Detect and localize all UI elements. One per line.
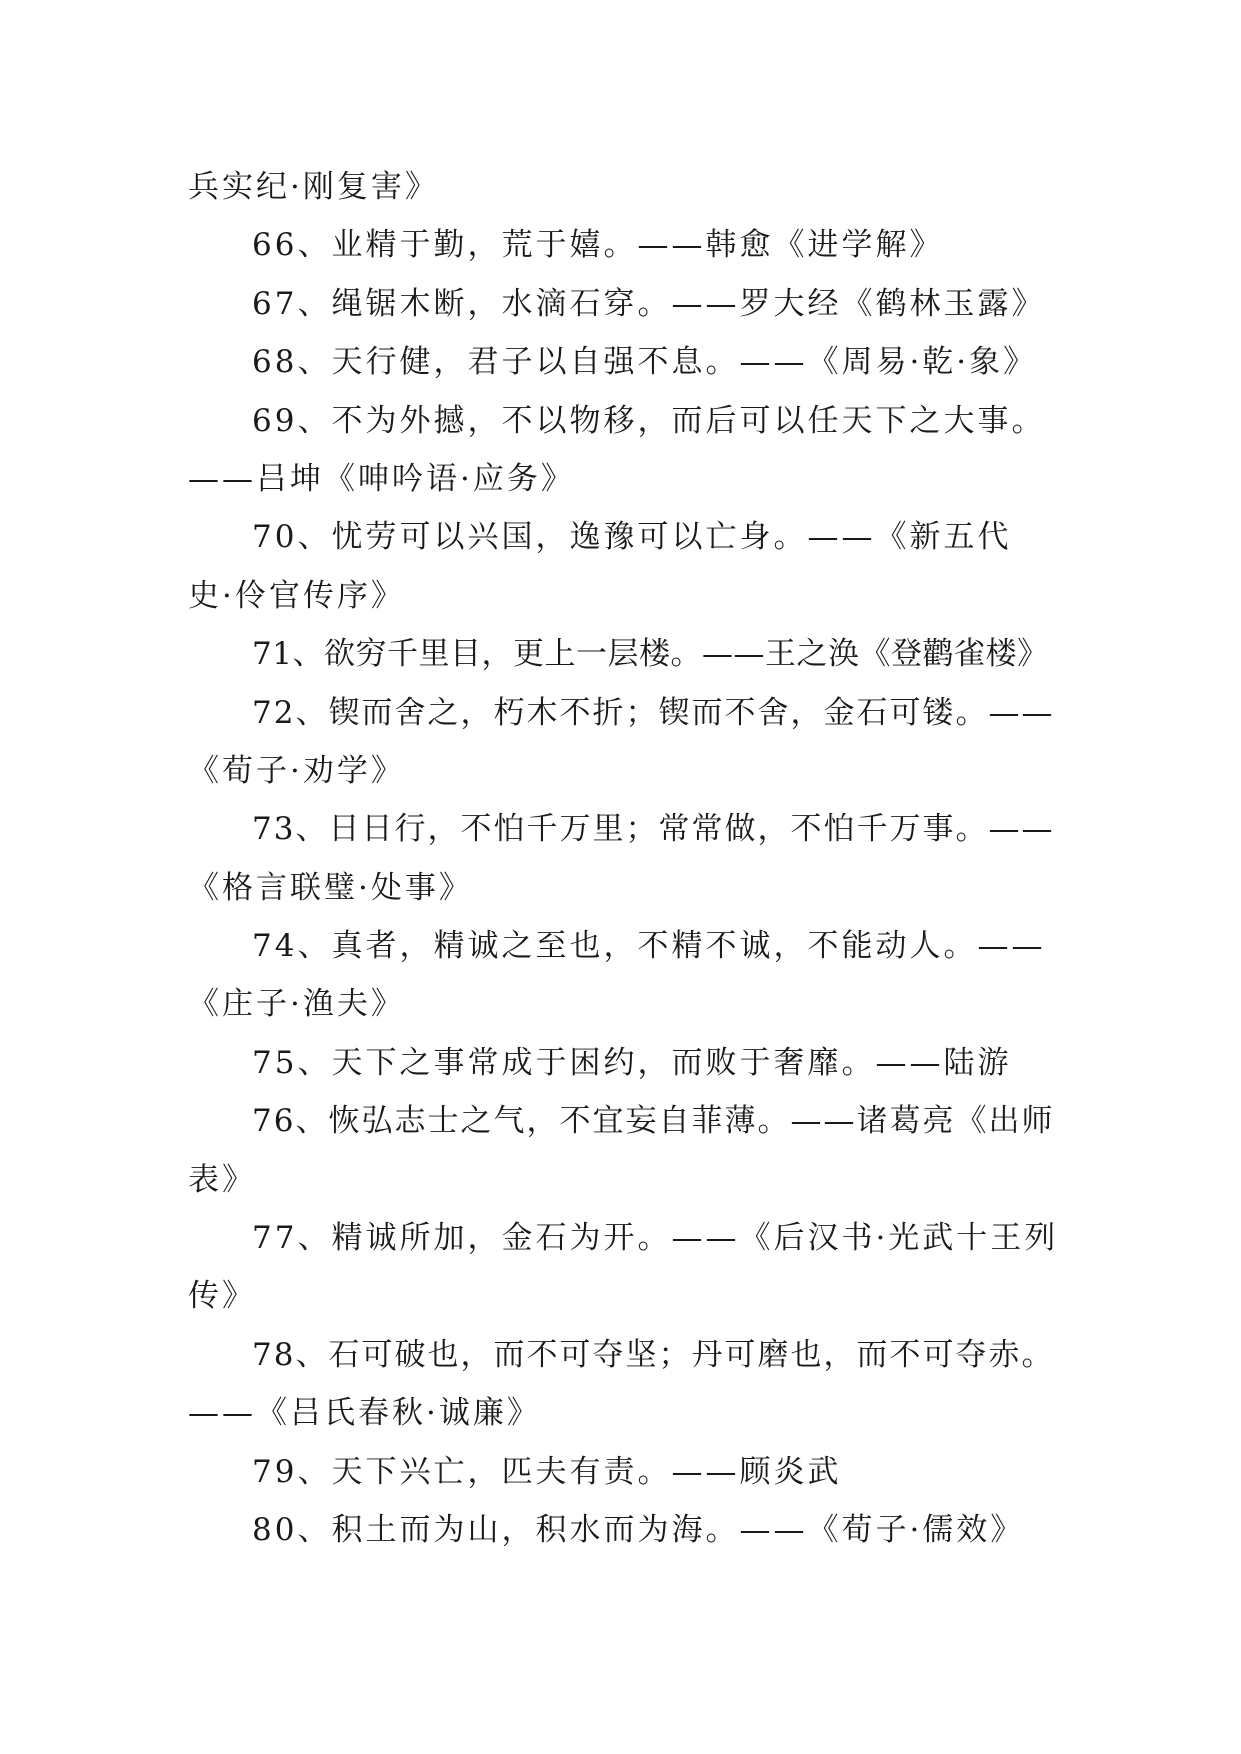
quote-66: 66、业精于勤，荒于嬉。——韩愈《进学解》	[252, 227, 944, 264]
quote-77-source: 传》	[188, 1278, 256, 1315]
quote-72-source: 《荀子·劝学》	[188, 752, 405, 789]
quote-70: 70、忧劳可以兴国，逸豫可以亡身。——《新五代	[252, 519, 1012, 556]
quote-69-source: ——吕坤《呻吟语·应务》	[188, 460, 575, 497]
quote-76: 76、恢弘志士之气，不宜妄自菲薄。——诸葛亮《出师	[252, 1103, 1055, 1140]
quote-77: 77、精诚所加，金石为开。——《后汉书·光武十王列	[252, 1220, 1059, 1257]
quote-73-source: 《格言联璧·处事》	[188, 869, 473, 906]
quote-71: 71、欲穷千里目，更上一层楼。——王之涣《登鹳雀楼》	[252, 636, 1049, 673]
quote-68: 68、天行健，君子以自强不息。——《周易·乾·象》	[252, 344, 1038, 381]
document-body	[188, 158, 1058, 1559]
quote-78: 78、石可破也，而不可夺坚；丹可磨也，而不可夺赤。	[252, 1336, 1055, 1373]
quote-74: 74、真者，精诚之至也，不精不诚，不能动人。——	[252, 928, 1046, 965]
quote-76-source: 表》	[188, 1161, 256, 1198]
quote-72: 72、锲而舍之，朽木不折；锲而不舍，金石可镂。——	[252, 694, 1055, 731]
quote-67: 67、绳锯木断，水滴石穿。——罗大经《鹤林玉露》	[252, 285, 1046, 322]
text-line: 兵实纪·刚复害》	[188, 169, 439, 205]
quote-79: 79、天下兴亡，匹夫有责。——顾炎武	[252, 1453, 842, 1490]
quote-73: 73、日日行，不怕千万里；常常做，不怕千万事。——	[252, 811, 1055, 848]
quote-69: 69、不为外撼，不以物移，而后可以任天下之大事。	[252, 402, 1046, 439]
quote-75: 75、天下之事常成于困约，而败于奢靡。——陆游	[252, 1044, 1012, 1081]
quote-80: 80、积土而为山，积水而为海。——《荀子·儒效》	[252, 1511, 1025, 1548]
quote-78-source: ——《吕氏春秋·诚廉》	[188, 1395, 541, 1432]
quote-70-source: 史·伶官传序》	[188, 577, 405, 614]
quote-74-source: 《庄子·渔夫》	[188, 986, 405, 1023]
